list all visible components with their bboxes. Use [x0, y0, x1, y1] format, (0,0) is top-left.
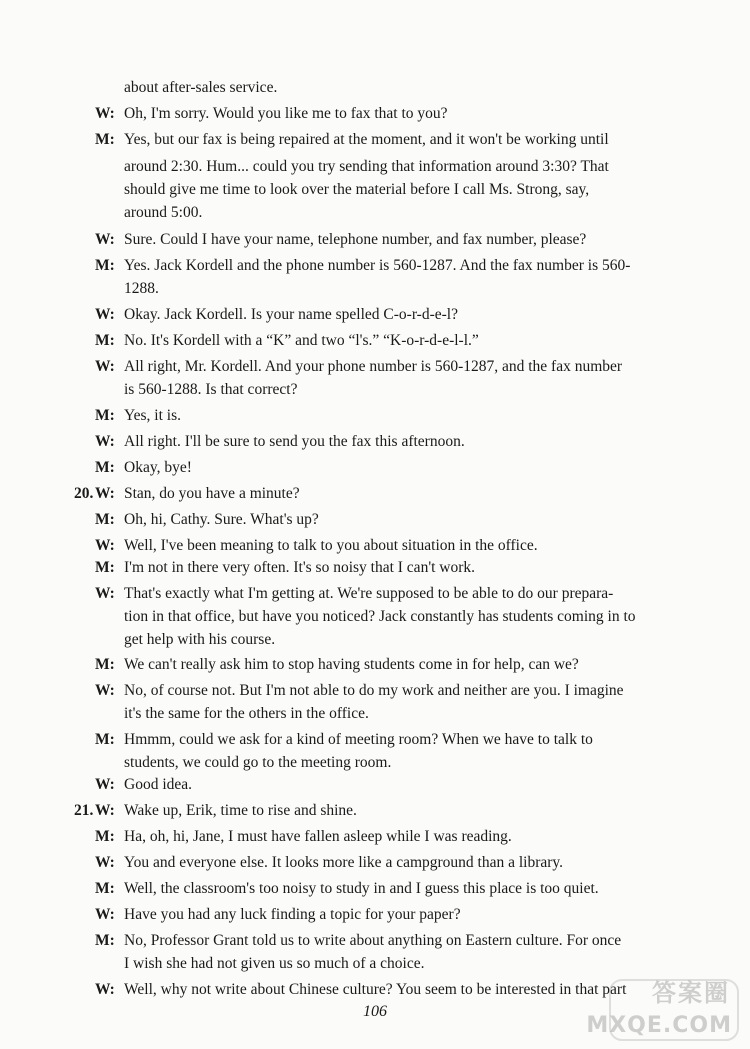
speaker-label: M: [95, 511, 115, 528]
speaker-label: W: [95, 776, 115, 793]
speaker-label: M: [95, 257, 115, 274]
watermark-text-cn: 答案圈 [652, 979, 730, 1007]
dialogue-text: Hmmm, could we ask for a kind of meeting room? When we have to talk to [124, 731, 593, 748]
dialogue-text: around 5:00. [124, 204, 203, 221]
dialogue-text: Well, I've been meaning to talk to you about situation in the office. [124, 537, 538, 554]
dialogue-text: No. It's Kordell with a “K” and two “l's.” “K-o-r-d-e-l-l.” [124, 332, 479, 349]
watermark-text-url: MXQE.COM [586, 1013, 732, 1038]
speaker-label: M: [95, 828, 115, 845]
speaker-label: M: [95, 332, 115, 349]
dialogue-text: I'm not in there very often. It's so noisy that I can't work. [124, 559, 476, 576]
dialogue-text: 1288. [124, 280, 159, 297]
dialogue-text: should give me time to look over the material before I call Ms. Strong, say, [124, 181, 590, 198]
dialogue-text: students, we could go to the meeting room. [124, 754, 392, 771]
dialogue-text: Have you had any luck finding a topic for your paper? [124, 906, 461, 923]
dialogue-text: All right. I'll be sure to send you the fax this afternoon. [124, 433, 465, 450]
speaker-label: W: [95, 802, 115, 819]
speaker-label: M: [95, 131, 115, 148]
dialogue-text: about after-sales service. [124, 79, 278, 96]
speaker-label: W: [95, 682, 115, 699]
dialogue-text: We can't really ask him to stop having students come in for help, can we? [124, 656, 579, 673]
dialogue-text: Oh, I'm sorry. Would you like me to fax that to you? [124, 105, 448, 122]
dialogue-text: No, Professor Grant told us to write about anything on Eastern culture. For once [124, 932, 622, 949]
speaker-label: W: [95, 537, 115, 554]
watermark-logo [586, 976, 744, 1044]
speaker-label: W: [95, 231, 115, 248]
dialogue-text: Sure. Could I have your name, telephone number, and fax number, please? [124, 231, 587, 248]
dialogue-text: Good idea. [124, 776, 193, 793]
dialogue-text: Yes, but our fax is being repaired at the moment, and it won't be working until [124, 131, 609, 148]
speaker-label: W: [95, 585, 115, 602]
dialogue-text: No, of course not. But I'm not able to do my work and neither are you. I imagine [124, 682, 624, 699]
speaker-label: M: [95, 407, 115, 424]
dialogue-text: I wish she had not given us so much of a choice. [124, 955, 425, 972]
speaker-label: W: [95, 854, 115, 871]
dialogue-text: tion in that office, but have you noticed? Jack constantly has students coming in to [124, 608, 636, 625]
dialogue-text: Well, the classroom's too noisy to study in and I guess this place is too quiet. [124, 880, 599, 897]
speaker-label: M: [95, 656, 115, 673]
speaker-label: W: [95, 433, 115, 450]
speaker-label: W: [95, 906, 115, 923]
speaker-label: W: [95, 981, 115, 998]
dialogue-text: Ha, oh, hi, Jane, I must have fallen asleep while I was reading. [124, 828, 512, 845]
dialogue-text: That's exactly what I'm getting at. We're supposed to be able to do our prepara- [124, 585, 614, 602]
dialogue-text: Well, why not write about Chinese culture? You seem to be interested in that part [124, 981, 627, 998]
dialogue-text: is 560-1288. Is that correct? [124, 381, 298, 398]
dialogue-text: Wake up, Erik, time to rise and shine. [124, 802, 357, 819]
dialogue-text: Okay. Jack Kordell. Is your name spelled C-o-r-d-e-l? [124, 306, 458, 323]
speaker-label: M: [95, 880, 115, 897]
dialogue-text: Stan, do you have a minute? [124, 485, 300, 502]
dialogue-text: Yes, it is. [124, 407, 182, 424]
question-number: 21. [74, 802, 94, 819]
speaker-label: W: [95, 358, 115, 375]
speaker-label: W: [95, 105, 115, 122]
speaker-label: W: [95, 485, 115, 502]
speaker-label: M: [95, 731, 115, 748]
dialogue-text: get help with his course. [124, 631, 276, 648]
dialogue-text: around 2:30. Hum... could you try sending that information around 3:30? That [124, 158, 609, 175]
speaker-label: M: [95, 932, 115, 949]
dialogue-text: Okay, bye! [124, 459, 192, 476]
speaker-label: M: [95, 459, 115, 476]
dialogue-text: it's the same for the others in the office. [124, 705, 369, 722]
dialogue-text: You and everyone else. It looks more like a campground than a library. [124, 854, 564, 871]
question-number: 20. [74, 485, 94, 502]
dialogue-text: Oh, hi, Cathy. Sure. What's up? [124, 511, 319, 528]
speaker-label: M: [95, 559, 115, 576]
dialogue-text: Yes. Jack Kordell and the phone number is 560-1287. And the fax number is 560- [124, 257, 631, 274]
speaker-label: W: [95, 306, 115, 323]
page-number: 106 [363, 1003, 387, 1020]
dialogue-text: All right, Mr. Kordell. And your phone number is 560-1287, and the fax number [124, 358, 623, 375]
